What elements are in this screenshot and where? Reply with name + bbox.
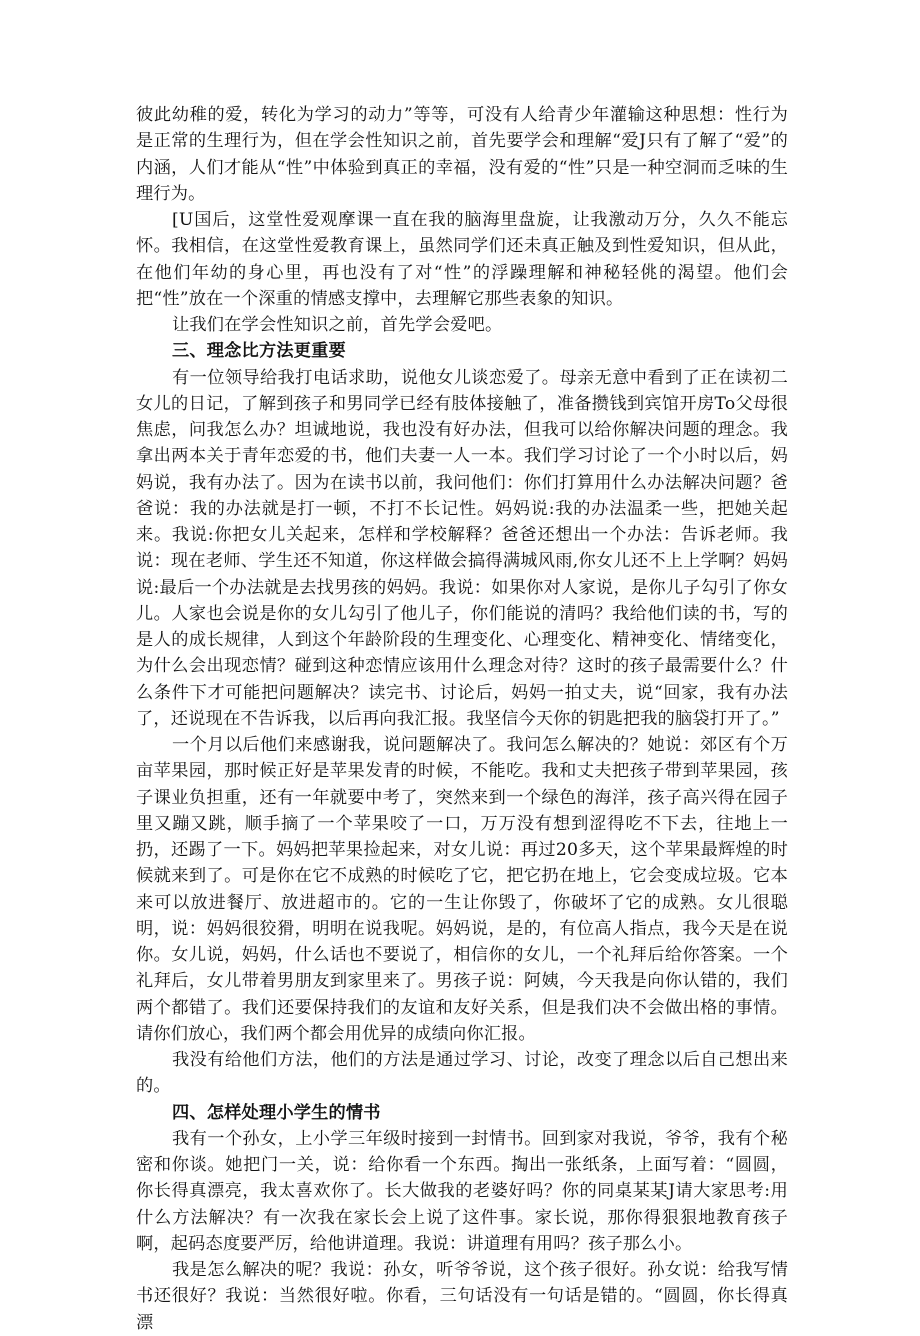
section-heading-three: 三、理念比方法更重要	[172, 341, 346, 362]
paragraph-apple-orchard: 一个月以后他们来感谢我，说问题解决了。我问怎么解决的？她说：郊区有个万亩苹果园，那时候正好是苹果发青的时候，不能吃。我和丈夫把孩子带到苹果园，孩子课业负担重，还有一年就要中考了，突然来到一个绿色的海洋，孩子高兴得在园子里又蹦又跳，顺手摘了一个苹果咬了一口，万万没有想到涩得吃不下去，往地上一扔，还踢了一下。妈妈把苹果捡起来，对女儿说：再过20多天，这个苹果最辉煌的时候就来到了。可是你在它不成熟的时候吃了它，把它扔在地上，它会变成垃圾。它本来可以放进餐厅、放进超市的。它的一生让你毁了，你破坏了它的成熟。女儿很聪明，说：妈妈很狡猾，明明在说我呢。妈妈说，是的，有位高人指点，我今天是在说你。女儿说，妈妈，什么话也不要说了，相信你的女儿，一个礼拜后给你答案。一个礼拜后，女儿带着男朋友到家里来了。男孩子说：阿姨，今天我是向你认错的，我们两个都错了。我们还要保持我们的友谊和友好关系，但是我们决不会做出格的事情。请你们放心，我们两个都会用优异的成绩向你汇报。	[136, 735, 788, 1044]
paragraph-learn-love-first: 让我们在学会性知识之前，首先学会爱吧。	[172, 315, 503, 335]
paragraph-no-method-given: 我没有给他们方法，他们的方法是通过学习、讨论，改变了理念以后自己想出来的。	[136, 1050, 788, 1097]
paragraph-granddaughter-letter: 我有一个孙女，上小学三年级时接到一封情书。回到家对我说，爷爷，我有个秘密和你谈。她把门一关，说：给你看一个东西。掏出一张纸条，上面写着：“圆圆，你长得真漂亮，我太喜欢你了。长大做我的老婆好吗？你的同桌某某J请大家思考:用什么方法解决？有一次我在家长会上说了这件事。家长说，那你得狠狠地教育孩子啊，起码态度要严厉，给他讲道理。我说：讲道理有用吗？孩子那么小。	[136, 1128, 788, 1254]
paragraph-leader-daughter: 有一位领导给我打电话求助，说他女儿谈恋爱了。母亲无意中看到了正在读初二女儿的日记，了解到孩子和男同学已经有肢体接触了，准备攒钱到宾馆开房To父母很焦虑，问我怎么办？坦诚地说，我也没有好办法，但我可以给你解决问题的理念。我拿出两本关于青年恋爱的书，他们夫妻一人一本。我们学习讨论了一个小时以后，妈妈说，我有办法了。因为在读书以前，我问他们：你们打算用什么办法解决问题？爸爸说：我的办法就是打一顿，不打不长记性。妈妈说:我的办法温柔一些，把她关起来。我说:你把女儿关起来，怎样和学校解释？爸爸还想出一个办法：告诉老师。我说：现在老师、学生还不知道，你这样做会搞得满城风雨,你女儿还不上上学啊？妈妈说:最后一个办法就是去找男孩的妈妈。我说：如果你对人家说，是你儿子勾引了你女儿。人家也会说是你的女儿勾引了他儿子，你们能说的清吗？我给他们读的书，写的是人的成长规律，人到这个年龄阶段的生理变化、心理变化、精神变化、情绪变化，为什么会出现恋情？碰到这种恋情应该用什么理念对待？这时的孩子最需要什么？什么条件下才可能把问题解决？读完书、讨论后，妈妈一拍丈夫，说“回家，我有办法了，还说现在不告诉我，以后再向我汇报。我坚信今天你的钥匙把我的脑袋打开了。”	[136, 367, 788, 729]
document-page	[136, 102, 788, 1336]
section-heading-four: 四、怎样处理小学生的情书	[172, 1102, 381, 1123]
paragraph-love-as-motivation: 彼此幼稚的爱，转化为学习的动力”等等，可没有人给青少年灌输这种思想：性行为是正常的生理行为，但在学会性知识之前，首先要学会和理解“爱J只有了解了“爱”的内涵，人们才能从“性”中体验到真正的幸福，没有爱的“性”只是一种空洞而乏味的生理行为。	[136, 105, 788, 204]
paragraph-observation-class: [U国后，这堂性爱观摩课一直在我的脑海里盘旋，让我激动万分，久久不能忘怀。我相信，在这堂性爱教育课上，虽然同学们还未真正触及到性爱知识，但从此，在他们年幼的身心里，再也没有了对“性”的浮躁理解和神秘轻佻的渴望。他们会把“性”放在一个深重的情感支撑中，去理解它那些表象的知识。	[136, 210, 788, 309]
paragraph-how-solved: 我是怎么解决的呢？我说：孙女，听爷爷说，这个孩子很好。孙女说：给我写情书还很好？我说：当然很好啦。你看，三句话没有一句话是错的。“圆圆，你长得真漂	[136, 1260, 788, 1333]
